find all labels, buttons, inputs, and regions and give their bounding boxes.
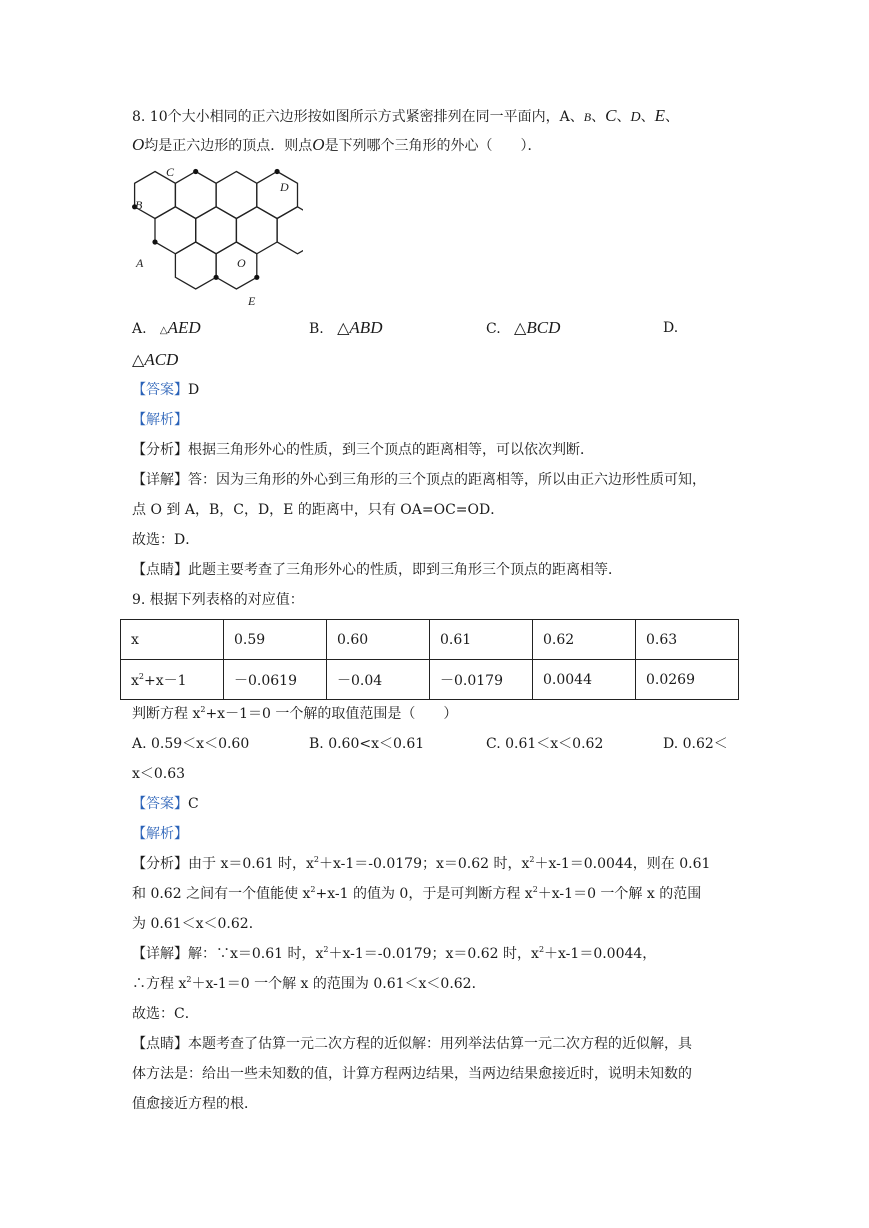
q8-option-d[interactable]: D.: [663, 320, 679, 336]
q8-guxuan: 故选：D．: [132, 532, 200, 548]
table-cell: －0.0179: [430, 660, 533, 700]
q9-xiangjie-1: 【详解】解：∵x＝0.61 时，$x^2+x-1=-0.0179$；x＝0.62 时，$x^2+x-1=0.0044$，: [132, 945, 657, 962]
table-cell: 0.59: [224, 620, 327, 660]
q9-guxuan: 故选：C．: [132, 1006, 199, 1022]
q8-analysis-tag: 【解析】: [132, 412, 188, 428]
table-cell: 0.0269: [636, 660, 739, 700]
q8-option-c[interactable]: C. △BCD: [486, 318, 561, 337]
figure-label-a: A: [136, 256, 144, 270]
hexagon: [277, 207, 303, 254]
hexagon: [216, 172, 257, 219]
table-cell: －0.0619: [224, 660, 327, 700]
vertex-dot-c: [193, 169, 198, 174]
point-e-label: E: [654, 106, 665, 125]
q9-fenxi-3: 为 0.61＜x＜0.62．: [132, 916, 263, 932]
hexagon: [236, 207, 277, 254]
figure-label-d: D: [280, 180, 289, 194]
vertex-dot-o: [214, 275, 219, 280]
figure-label-o: O: [237, 256, 246, 270]
q9-option-a[interactable]: A. 0.59＜x＜0.60: [132, 736, 250, 752]
table-row: [121, 620, 739, 660]
vertex-dot-a: [152, 239, 157, 244]
q9-answer: 【答案】C: [132, 796, 199, 812]
q8-xiangjie-1: 【详解】答：因为三角形的外心到三角形的三个顶点的距离相等，所以由正六边形性质可知，: [132, 472, 706, 488]
q9-option-d-cont[interactable]: x＜0.63: [132, 766, 186, 782]
q9-option-b[interactable]: B. 0.60<x＜0.61: [309, 736, 425, 752]
q9-option-d[interactable]: D. 0.62＜: [663, 736, 728, 752]
vertex-dot-d: [275, 169, 280, 174]
hexagon: [196, 207, 237, 254]
q9-dianjing-1: 【点睛】本题考查了估算一元二次方程的近似解：用列举法估算一元二次方程的近似解，具: [132, 1036, 692, 1052]
q8-answer: 【答案】D: [132, 382, 200, 398]
hexagon: [175, 242, 216, 289]
q8-option-d-cont[interactable]: △ACD: [132, 350, 179, 369]
q8-dianjing: 【点睛】此题主要考查了三角形外心的性质，即到三角形三个顶点的距离相等．: [132, 562, 622, 578]
vertex-dot-e: [254, 275, 259, 280]
q9-dianjing-3: 值愈接近方程的根．: [132, 1096, 258, 1112]
q8-option-b[interactable]: B. △ABD: [309, 318, 383, 337]
q9-xiangjie-2: ∴方程 $x^2+x-1=0$ 一个解 x 的范围为 0.61＜x＜0.62．: [132, 975, 486, 992]
table-cell: 0.62: [533, 620, 636, 660]
q9-title: 9. 根据下列表格的对应值：: [132, 592, 304, 608]
table-cell: 0.0044: [533, 660, 636, 700]
table-cell: 0.63: [636, 620, 739, 660]
q9-fenxi-1: 【分析】由于 x＝0.61 时，$x^2+x-1=-0.0179$；x＝0.62 时，$x^2+x-1=0.0044$，则在 0.61: [132, 855, 711, 872]
figure-label-b: B: [135, 198, 143, 212]
q9-option-c[interactable]: C. 0.61＜x＜0.62: [486, 736, 604, 752]
figure-label-e: E: [248, 294, 256, 308]
q8-stem-line2: O均是正六边形的顶点．则点O是下列哪个三角形的外心（ ）．: [132, 135, 542, 154]
q9-dianjing-2: 体方法是：给出一些未知数的值，计算方程两边结果，当两边结果愈接近时，说明未知数的: [132, 1066, 692, 1082]
q8-xiangjie-2: 点 O 到 A，B，C，D，E 的距离中，只有 OA=OC=OD．: [132, 502, 505, 518]
value-table: [120, 619, 739, 700]
q8-option-a[interactable]: A. △AED: [132, 318, 201, 337]
figure-label-c: C: [166, 165, 175, 179]
q9-question: 判断方程 $x^2+x-1=0$ 一个解的取值范围是（ ）: [132, 705, 458, 722]
q8-fenxi: 【分析】根据三角形外心的性质，到三个顶点的距离相等，可以依次判断．: [132, 442, 594, 458]
hexagon: [257, 172, 298, 219]
table-cell: 0.60: [327, 620, 430, 660]
point-d-label: D: [630, 110, 641, 125]
point-c-label: C: [605, 106, 617, 125]
table-cell: －0.04: [327, 660, 430, 700]
q8-stem-line1: 8. 10个大小相同的正六边形按如图所示方式紧密排列在同一平面内，A、B、C、D、E、: [132, 106, 679, 125]
hexagon-figure: [128, 163, 303, 313]
hexagon: [175, 172, 216, 219]
q9-fenxi-2: 和 0.62 之间有一个值能使 $x^2+x-1$ 的值为 0，于是可判断方程 $x^2+x-1=0$ 一个解 x 的范围: [132, 885, 702, 902]
point-a-label: A: [559, 109, 570, 125]
table-cell: 0.61: [430, 620, 533, 660]
table-cell: $x^2+x-1$: [121, 660, 224, 700]
hexagon: [155, 207, 196, 254]
q9-analysis-tag: 【解析】: [132, 826, 188, 842]
table-cell: x: [121, 620, 224, 660]
point-b-label: B: [583, 110, 592, 124]
table-row: [121, 660, 739, 700]
